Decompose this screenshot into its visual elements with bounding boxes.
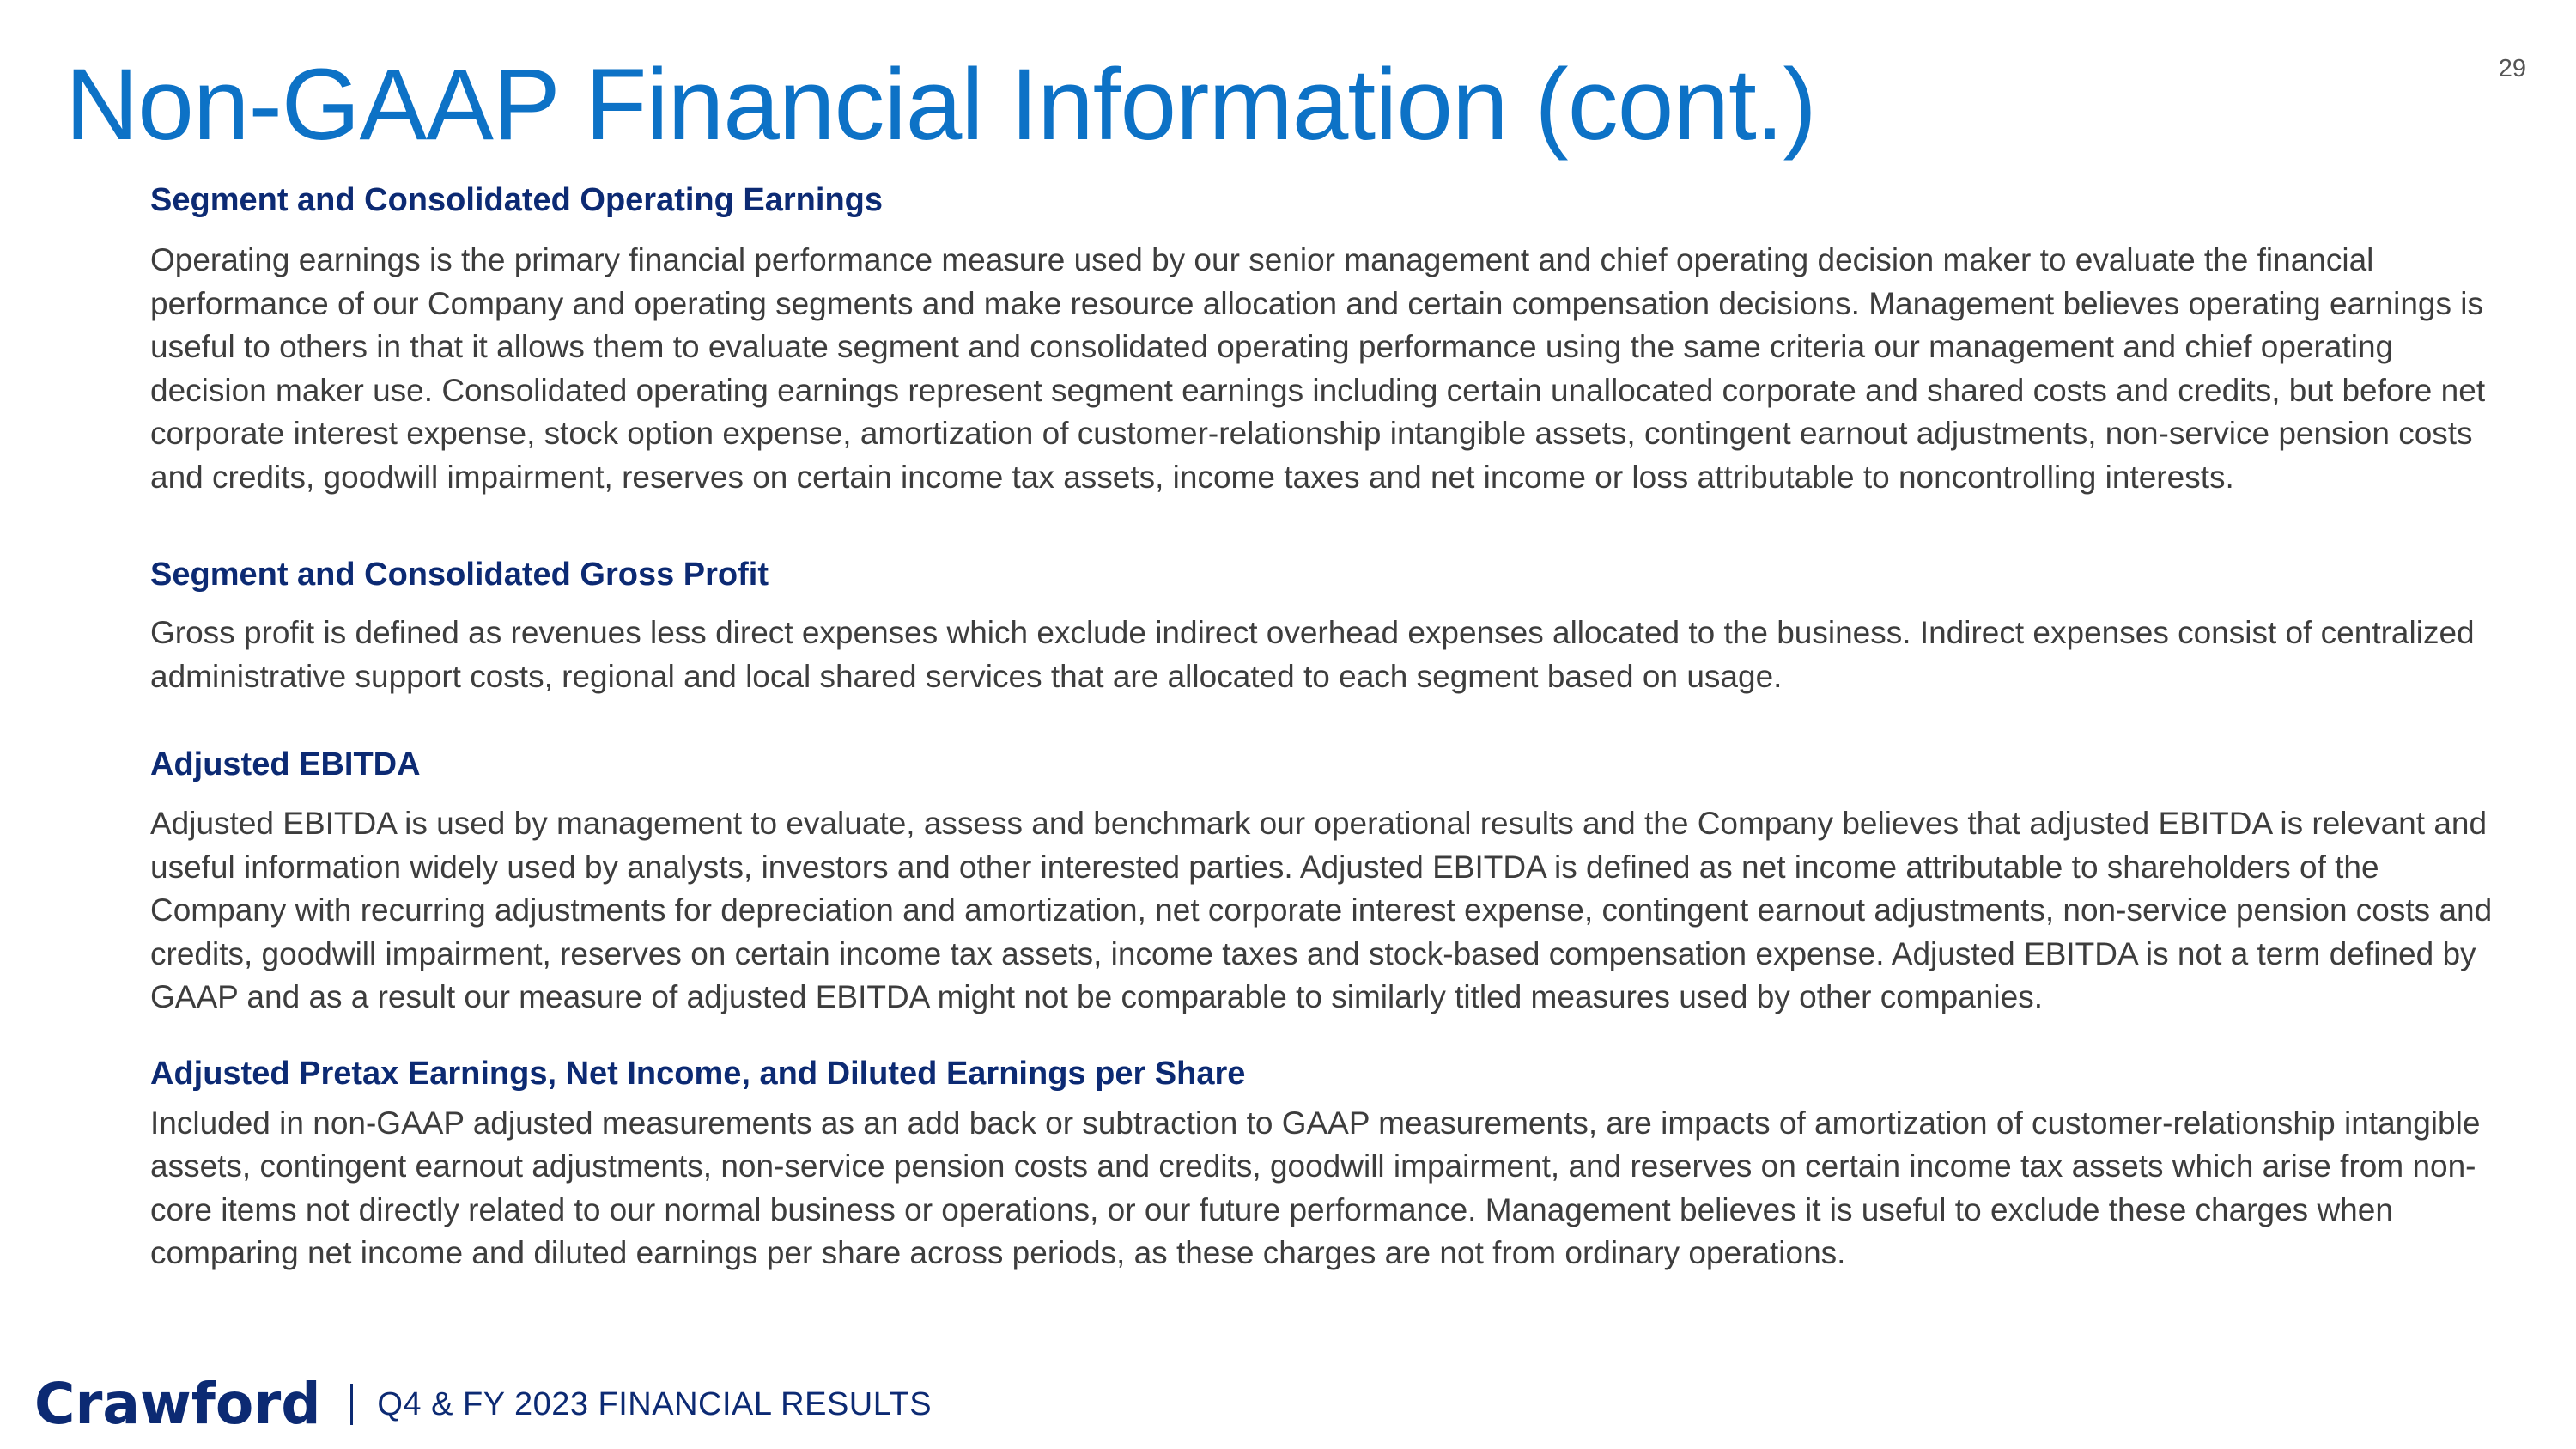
section-body: Adjusted EBITDA is used by management to evaluate, assess and benchmark our operational results and the Company believes that adjusted EBITDA is relevant and useful information widely used by analysts, investors and other interested parties. Adjusted EBITDA is defined as net income attributable to shareholders of the Company with recurring adjustments for depreciation and amortization, net corporate interest expense, contingent earnout adjustments, non-service pension costs and credits, goodwill impairment, reserves on certain income tax assets, income taxes and stock-based compensation expense. Adjusted EBITDA is not a term defined by GAAP and as a result our measure of adjusted EBITDA might not be comparable to similarly titled measures used by other companies. [150, 806, 2493, 1014]
footer-caption: Q4 & FY 2023 FINANCIAL RESULTS [377, 1385, 933, 1422]
section-body: Included in non-GAAP adjusted measurements as an add back or subtraction to GAAP measurements, are impacts of amortization of customer-relationship intangible assets, contingent earnout adjustments, non-service pension costs and credits, goodwill impairment, and reserves on certain income tax assets which arise from non-core items not directly related to our normal business or operations, or our future performance. Management believes it is useful to exclude these charges when comparing net income and diluted earnings per share across periods, as these charges are not from ordinary operations. [150, 1105, 2481, 1270]
footer [34, 1371, 933, 1437]
footer-divider [350, 1384, 353, 1425]
section-heading: Segment and Consolidated Gross Profit [150, 557, 769, 593]
section-operating-earnings [150, 179, 2507, 499]
page-number: 29 [2498, 55, 2526, 82]
main-content [150, 179, 2507, 1275]
page-title: Non-GAAP Financial Information (cont.) [65, 48, 1816, 161]
section-adjusted-pretax-earnings [150, 1052, 2507, 1275]
section-heading: Adjusted EBITDA [150, 746, 421, 782]
section-body: Gross profit is defined as revenues less direct expenses which exclude indirect overhead expenses allocated to the business. Indirect expenses consist of centralized administrative support costs, regional and local shared services that are allocated to each segment based on usage. [150, 615, 2475, 694]
section-adjusted-ebitda [150, 743, 2507, 1020]
section-gross-profit [150, 553, 2507, 698]
section-heading: Segment and Consolidated Operating Earnings [150, 182, 883, 218]
section-heading: Adjusted Pretax Earnings, Net Income, and Diluted Earnings per Share [150, 1055, 1246, 1092]
section-body: Operating earnings is the primary financial performance measure used by our senior management and chief operating decision maker to evaluate the financial performance of our Company and operating segments and make resource allocation and certain compensation decisions. Management believes operating earnings is useful to others in that it allows them to evaluate segment and consolidated operating performance using the same criteria our management and chief operating decision maker use. Consolidated operating earnings represent segment earnings including certain unallocated corporate and shared costs and credits, but before net corporate interest expense, stock option expense, amortization of customer-relationship intangible assets, contingent earnout adjustments, non-service pension costs and credits, goodwill impairment, reserves on certain income tax assets, income taxes and net income or loss attributable to noncontrolling interests. [150, 242, 2486, 495]
crawford-logo: Crawford [34, 1371, 321, 1437]
